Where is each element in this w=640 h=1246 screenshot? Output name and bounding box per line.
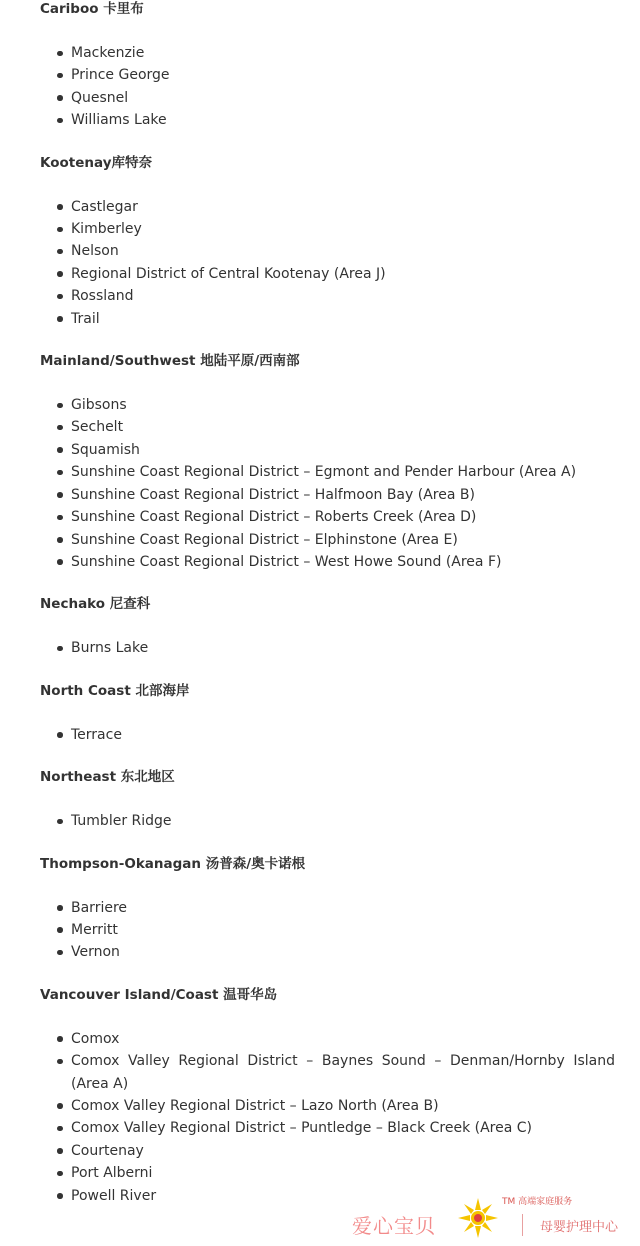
bullet-icon: [57, 118, 63, 124]
region-section: [40, 768, 615, 832]
list-item-text: Mackenzie: [71, 45, 145, 61]
list-item: [40, 897, 615, 919]
place-list: [40, 637, 615, 659]
list-item-text: Sunshine Coast Regional District – Roberts Creek (Area D): [71, 509, 477, 526]
list-item: [40, 1162, 615, 1184]
bullet-icon: [57, 73, 63, 79]
place-list: [40, 394, 615, 573]
list-item-text: Kimberley: [71, 221, 142, 238]
list-item: [40, 263, 615, 285]
list-item: [40, 196, 615, 218]
bullet-icon: [57, 1193, 63, 1199]
list-item: [40, 484, 615, 506]
list-item: [40, 941, 615, 963]
list-item: [40, 724, 615, 746]
region-title: Kootenay库特奈: [40, 154, 152, 171]
sun-logo-icon: [456, 1196, 500, 1240]
region-section: [40, 986, 615, 1207]
region-title: Vancouver Island/Coast 温哥华岛: [40, 986, 278, 1003]
place-list: [40, 42, 615, 132]
bullet-icon: [57, 316, 63, 322]
list-item-text: Gibsons: [71, 397, 127, 414]
bullet-icon: [57, 559, 63, 565]
list-item-text: Castlegar: [71, 198, 138, 215]
place-list: [40, 724, 615, 746]
bullet-icon: [57, 470, 63, 476]
region-title: Mainland/Southwest 地陆平原/西南部: [40, 353, 300, 370]
bullet-icon: [57, 227, 63, 233]
list-item: [40, 109, 615, 131]
bullet-icon: [57, 950, 63, 956]
list-item: [40, 439, 615, 461]
list-item: [40, 240, 615, 262]
list-item: [40, 1028, 615, 1050]
bullet-icon: [57, 95, 63, 101]
bullet-icon: [57, 447, 63, 453]
bullet-icon: [57, 492, 63, 498]
list-item-text: Port Alberni: [71, 1165, 153, 1182]
list-item-text: Burns Lake: [71, 640, 149, 657]
list-item: [40, 285, 615, 307]
bullet-icon: [57, 1036, 63, 1042]
list-item: [40, 1095, 615, 1117]
list-item-text: Merritt: [71, 921, 118, 938]
list-item-text: Squamish: [71, 441, 140, 458]
list-item-text: Terrace: [71, 726, 122, 743]
list-item-text: Sunshine Coast Regional District – Halfmoon Bay (Area B): [71, 486, 475, 503]
list-item-text: Comox Valley Regional District – Baynes Sound – Denman/Hornby Island (Area A): [71, 1053, 615, 1092]
list-item: [40, 1117, 615, 1139]
list-item-text: Courtenay: [71, 1142, 144, 1159]
place-list: [40, 1028, 615, 1207]
region-section: [40, 0, 615, 132]
list-item-text: Sechelt: [71, 419, 124, 436]
watermark-brand: 爱心宝贝: [352, 1214, 436, 1238]
bullet-icon: [57, 294, 63, 300]
list-item-text: Barriere: [71, 899, 128, 916]
list-item: [40, 1050, 615, 1095]
bullet-icon: [57, 51, 63, 57]
place-list: [40, 196, 615, 330]
list-item-text: Tumbler Ridge: [71, 813, 172, 830]
list-item-text: Vernon: [71, 944, 120, 961]
bullet-icon: [57, 249, 63, 255]
region-title: Thompson-Okanagan 汤普森/奥卡诺根: [40, 855, 306, 872]
list-item-text: Comox Valley Regional District – Lazo North (Area B): [71, 1097, 439, 1114]
bullet-icon: [57, 1171, 63, 1177]
place-list: [40, 897, 615, 964]
list-item-text: Regional District of Central Kootenay (Area J): [71, 265, 386, 282]
list-item: [40, 506, 615, 528]
list-item-text: Quesnel: [71, 89, 129, 106]
bullet-icon: [57, 271, 63, 277]
list-item-text: Sunshine Coast Regional District – West Howe Sound (Area F): [71, 553, 502, 570]
bullet-icon: [57, 646, 63, 652]
list-item: [40, 87, 615, 109]
bullet-icon: [57, 515, 63, 521]
list-item-text: Trail: [71, 310, 100, 327]
watermark-tm-text: TM 高端家庭服务: [502, 1197, 573, 1207]
region-section: [40, 352, 615, 573]
region-section: [40, 595, 615, 659]
list-item-text: Sunshine Coast Regional District – Elphinstone (Area E): [71, 531, 458, 548]
bullet-icon: [57, 905, 63, 911]
region-title: Northeast 东北地区: [40, 769, 175, 786]
list-item-text: Powell River: [71, 1187, 157, 1204]
list-item-text: Comox Valley Regional District – Puntledge – Black Creek (Area C): [71, 1120, 533, 1137]
region-title: Cariboo 卡里布: [40, 1, 144, 17]
list-item-text: Prince George: [71, 67, 170, 84]
list-item-text: Rossland: [71, 288, 134, 305]
list-item: [40, 394, 615, 416]
place-list: [40, 810, 615, 832]
list-item: [40, 64, 615, 86]
bullet-icon: [57, 1148, 63, 1154]
list-item-text: Williams Lake: [71, 112, 167, 129]
list-item: [40, 919, 615, 941]
region-title: Nechako 尼查科: [40, 596, 151, 613]
bullet-icon: [57, 1103, 63, 1109]
list-item: [40, 461, 615, 483]
watermark-slogan: 母婴护理中心: [540, 1220, 619, 1235]
bullet-icon: [57, 537, 63, 543]
list-item: [40, 551, 615, 573]
list-item: [40, 810, 615, 832]
list-item: [40, 637, 615, 659]
bullet-icon: [57, 732, 63, 738]
bullet-icon: [57, 403, 63, 409]
list-item-text: Nelson: [71, 243, 119, 260]
region-title: North Coast 北部海岸: [40, 682, 190, 699]
list-item: [40, 416, 615, 438]
list-item: [40, 308, 615, 330]
region-section: [40, 855, 615, 964]
region-section: [40, 154, 615, 330]
list-item: [40, 42, 615, 64]
list-item-text: Sunshine Coast Regional District – Egmont and Pender Harbour (Area A): [71, 464, 577, 481]
region-section: [40, 682, 615, 746]
bullet-icon: [57, 927, 63, 933]
bullet-icon: [57, 425, 63, 431]
list-item-text: Comox: [71, 1030, 120, 1047]
bullet-icon: [57, 204, 63, 210]
list-item: [40, 1140, 615, 1162]
bullet-icon: [57, 1059, 63, 1065]
list-item: [40, 529, 615, 551]
list-item: [40, 218, 615, 240]
watermark: [340, 1192, 640, 1246]
article-body: [40, 0, 615, 1229]
bullet-icon: [57, 819, 63, 825]
bullet-icon: [57, 1126, 63, 1132]
watermark-divider: [522, 1214, 523, 1236]
